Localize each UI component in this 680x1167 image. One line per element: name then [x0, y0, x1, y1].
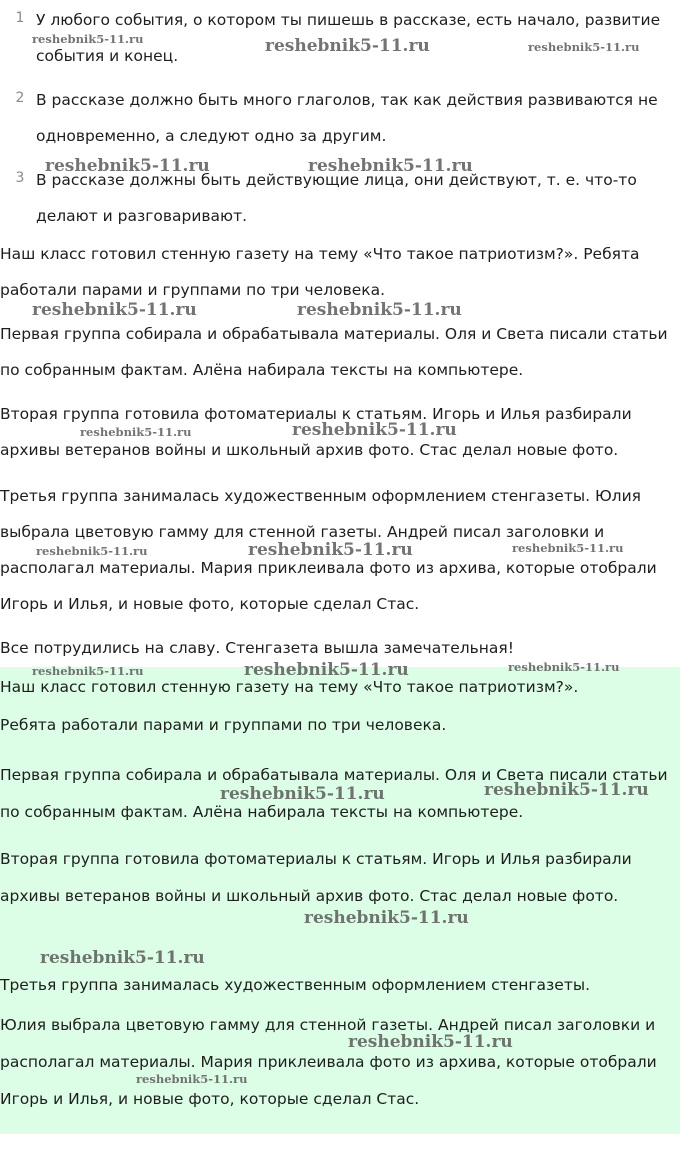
watermark: reshebnik5-11.ru	[136, 1072, 248, 1086]
watermark: reshebnik5-11.ru	[244, 660, 409, 680]
list-item-text: В рассказе должно быть много глаголов, так как действия развиваются не одновременно, а следуют одно за другим.	[36, 91, 658, 145]
answer-paragraph: Третья группа занималась художественным оформлением стенгазеты.	[0, 976, 591, 994]
watermark: reshebnik5-11.ru	[508, 660, 620, 674]
list-number: 3	[15, 170, 25, 186]
story-paragraph: Наш класс готовил стенную газету на тему «Что такое патриотизм?». Ребята работали парами и группами по три человека.	[0, 245, 640, 299]
answer-paragraph: Ребята работали парами и группами по три человека.	[0, 716, 447, 734]
watermark: reshebnik5-11.ru	[484, 780, 649, 800]
watermark: reshebnik5-11.ru	[248, 540, 413, 560]
answer-paragraph: Первая группа собирала и обрабатывала материалы. Оля и Света писали статьи по собранным фактам. Алёна набирала тексты на компьютере.	[0, 766, 668, 821]
watermark: reshebnik5-11.ru	[45, 156, 210, 176]
watermark: reshebnik5-11.ru	[528, 40, 640, 54]
story-paragraph: Первая группа собирала и обрабатывала материалы. Оля и Света писали статьи по собранным фактам. Алёна набирала тексты на компьютере.	[0, 325, 668, 379]
watermark: reshebnik5-11.ru	[304, 908, 469, 928]
list-number: 2	[15, 90, 25, 106]
answer-paragraph: Юлия выбрала цветовую гамму для стенной газеты. Андрей писал заголовки и располагал материалы. Мария приклеивала фото из архива, которые отобрали Игорь и Илья, и новые фото, которые сделал Стас.	[0, 1016, 657, 1108]
watermark: reshebnik5-11.ru	[32, 32, 144, 46]
watermark: reshebnik5-11.ru	[308, 156, 473, 176]
watermark: reshebnik5-11.ru	[32, 300, 197, 320]
watermark: reshebnik5-11.ru	[292, 420, 457, 440]
watermark: reshebnik5-11.ru	[40, 948, 205, 968]
watermark: reshebnik5-11.ru	[265, 36, 430, 56]
story-paragraph: Все потрудились на славу. Стенгазета вышла замечательная!	[0, 639, 514, 657]
list-item-text: В рассказе должны быть действующие лица, они действуют, т. е. что-то делают и разговаривают.	[36, 171, 637, 225]
watermark: reshebnik5-11.ru	[80, 425, 192, 439]
watermark: reshebnik5-11.ru	[512, 541, 624, 555]
story-paragraph: Вторая группа готовила фотоматериалы к статьям. Игорь и Илья разбирали архивы ветеранов войны и школьный архив фото. Стас делал новые фото.	[0, 405, 632, 459]
watermark: reshebnik5-11.ru	[348, 1032, 513, 1052]
list-number: 1	[15, 10, 25, 26]
answer-paragraph: Наш класс готовил стенную газету на тему «Что такое патриотизм?».	[0, 678, 579, 696]
watermark: reshebnik5-11.ru	[36, 544, 148, 558]
story-paragraph: Третья группа занималась художественным оформлением стенгазеты. Юлия выбрала цветовую гамму для стенной газеты. Андрей писал заголовки и располагал материалы. Мария приклеивала фото из архива, которые отобрали Игорь и Илья, и новые фото, которые сделал Стас.	[0, 487, 657, 613]
answer-paragraph: Вторая группа готовила фотоматериалы к статьям. Игорь и Илья разбирали архивы ветеранов войны и школьный архив фото. Стас делал новые фото.	[0, 850, 632, 905]
watermark: reshebnik5-11.ru	[297, 300, 462, 320]
watermark: reshebnik5-11.ru	[32, 664, 144, 678]
watermark: reshebnik5-11.ru	[220, 784, 385, 804]
answer-block	[0, 667, 680, 1134]
list-item-text: У любого события, о котором ты пишешь в рассказе, есть начало, развитие события и конец.	[36, 11, 661, 65]
